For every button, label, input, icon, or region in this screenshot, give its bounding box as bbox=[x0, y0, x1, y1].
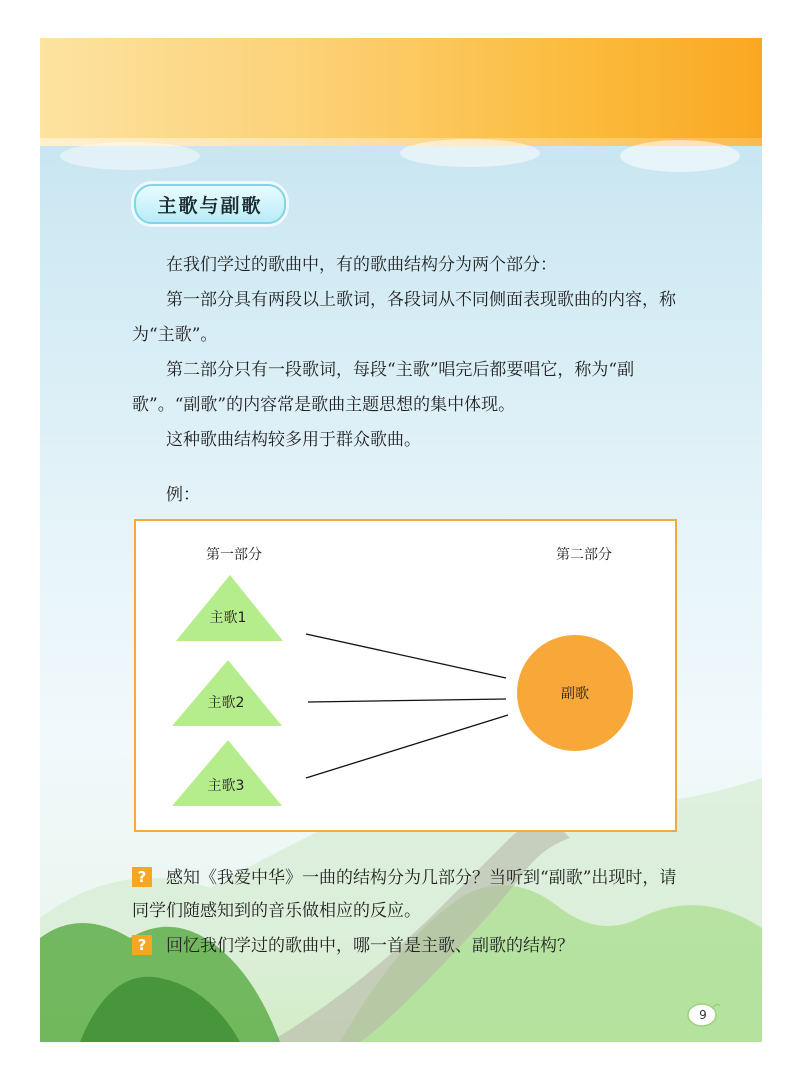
song-structure-diagram bbox=[134, 519, 677, 832]
verse-2-triangle bbox=[172, 660, 282, 726]
question-1-text: 感知《我爱中华》一曲的结构分为几部分？当听到“副歌”出现时，请同学们随感知到的音乐做相应的反应。 bbox=[132, 868, 677, 921]
connector-line bbox=[306, 634, 506, 678]
question-1 bbox=[132, 862, 692, 928]
connector-line bbox=[308, 699, 506, 702]
paragraph-4: 这种歌曲结构较多用于群众歌曲。 bbox=[166, 430, 421, 450]
question-2 bbox=[132, 930, 692, 963]
section-title-badge bbox=[134, 184, 286, 224]
cloud bbox=[400, 139, 540, 167]
verse-1-label: 主歌1 bbox=[209, 610, 247, 626]
page-number: 9 bbox=[699, 1008, 707, 1022]
paragraph-3: 第二部分只有一段歌词，每段“主歌”唱完后都要唱它，称为“副歌”。“副歌”的内容常是歌曲主题思想的集中体现。 bbox=[132, 360, 635, 415]
connector-line bbox=[306, 715, 508, 778]
question-mark-icon: ? bbox=[132, 935, 152, 955]
verse-3-label: 主歌3 bbox=[207, 778, 245, 794]
example-label: 例： bbox=[166, 485, 200, 505]
chorus-label: 副歌 bbox=[561, 686, 589, 702]
part2-label: 第二部分 bbox=[556, 547, 612, 563]
section-title: 主歌与副歌 bbox=[157, 194, 263, 217]
question-mark-icon: ? bbox=[132, 867, 152, 887]
paragraph-1: 在我们学过的歌曲中，有的歌曲结构分为两个部分： bbox=[166, 255, 557, 275]
diagram-canvas bbox=[136, 521, 675, 830]
paragraph-2: 第一部分具有两段以上歌词，各段词从不同侧面表现歌曲的内容，称为“主歌”。 bbox=[132, 290, 676, 345]
verse-3-triangle bbox=[172, 740, 282, 806]
question-2-text: 回忆我们学过的歌曲中，哪一首是主歌、副歌的结构？ bbox=[166, 936, 574, 956]
textbook-page bbox=[40, 38, 762, 1042]
cloud bbox=[60, 142, 200, 170]
cloud bbox=[620, 140, 740, 172]
part1-label: 第一部分 bbox=[206, 547, 262, 563]
verse-1-triangle bbox=[176, 575, 283, 641]
verse-2-label: 主歌2 bbox=[207, 695, 245, 711]
